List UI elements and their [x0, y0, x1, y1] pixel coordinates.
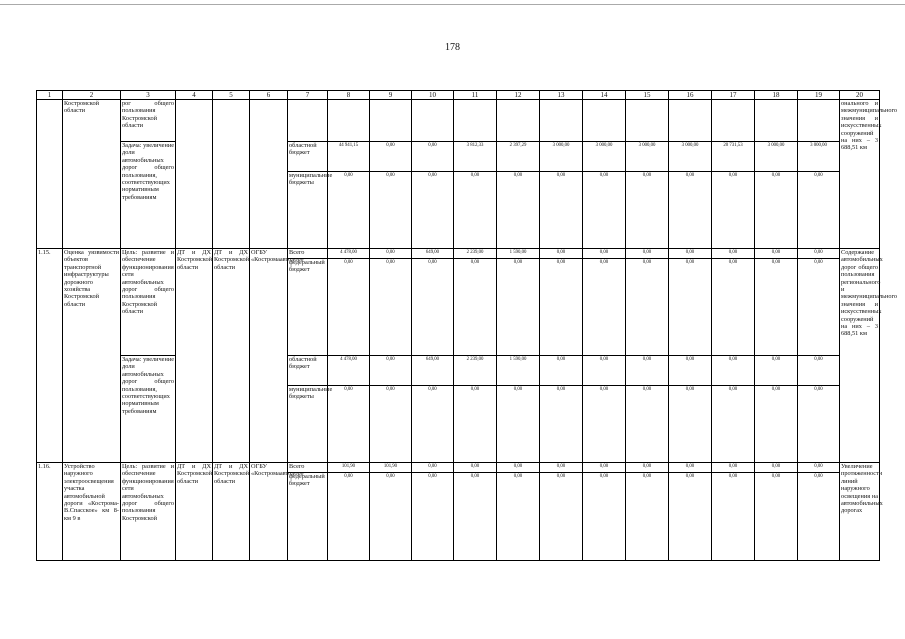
amount-cell: 0,00: [669, 356, 712, 386]
amount-cell: 0,00: [540, 473, 583, 561]
amount-cell: 0,00: [712, 356, 755, 386]
amount-cell: 0,00: [583, 473, 626, 561]
column-number-row: [37, 91, 880, 100]
amount-cell: 0,00: [798, 249, 840, 259]
page-number: 178: [445, 42, 460, 53]
column-number: 5: [213, 91, 250, 100]
amount-cell: 3 000,00: [755, 142, 798, 172]
amount-cell: 0,00: [755, 386, 798, 463]
column-number: 20: [840, 91, 880, 100]
amount-cell: 0,00: [626, 259, 669, 356]
amount-cell: 0,00: [540, 386, 583, 463]
funding-source: муниципальные бюджеты: [288, 172, 328, 249]
amount-cell: 0,00: [669, 172, 712, 249]
goal-text: Цель: развитие и обеспечение функционирования сети автомобильных дорог общего пользования Костромской: [121, 463, 176, 561]
amount-cell: 0,00: [712, 463, 755, 473]
amount-cell: 0,00: [669, 249, 712, 259]
row-id: 1.15.: [37, 249, 63, 463]
source-cell: [288, 100, 328, 142]
amount-cell: 0,00: [497, 259, 540, 356]
amount-cell: 0,00: [583, 259, 626, 356]
amount-cell: 0,00: [497, 172, 540, 249]
amount-cell: 0,00: [328, 172, 370, 249]
amount-cell: 0,00: [412, 463, 454, 473]
funding-source: федеральный бюджет: [288, 259, 328, 356]
amount-cell: 0,00: [626, 473, 669, 561]
customer-cell: ОГБУ «Костромаавтодор»: [250, 249, 288, 463]
amount-cell: 0,00: [454, 172, 497, 249]
amount-cell: 649,00: [412, 356, 454, 386]
column-number: 4: [176, 91, 213, 100]
amount-cell: 0,00: [712, 249, 755, 259]
amount-cell: 0,00: [540, 172, 583, 249]
amount-cell: 0,00: [626, 249, 669, 259]
amount-cell: 0,00: [370, 473, 412, 561]
amount-cell: 0,00: [798, 463, 840, 473]
object-name: Костромской области: [63, 100, 121, 249]
amount-cell: 3 000,00: [583, 142, 626, 172]
table-row: [37, 100, 880, 142]
amount-cell: 0,00: [454, 463, 497, 473]
amount-cell: 3 000,00: [540, 142, 583, 172]
amount-cell: 0,00: [540, 249, 583, 259]
value-cell: [626, 100, 669, 142]
table-body: [37, 91, 898, 561]
customer-cell: ОГБУ «Костромаавтодор»: [250, 463, 288, 561]
amount-cell: 0,00: [497, 386, 540, 463]
amount-cell: 0,00: [669, 259, 712, 356]
amount-cell: 0,00: [412, 473, 454, 561]
amount-cell: 0,00: [454, 259, 497, 356]
value-cell: [497, 100, 540, 142]
value-cell: [798, 100, 840, 142]
amount-cell: 0,00: [755, 356, 798, 386]
amount-cell: 3 000,00: [798, 142, 840, 172]
table-row: [37, 463, 880, 473]
column-number: 13: [540, 91, 583, 100]
amount-cell: 0,00: [454, 386, 497, 463]
amount-cell: 0,00: [370, 356, 412, 386]
result-text: Увеличение протяженности линий наружного освещения на автомобильных дорогах: [840, 463, 880, 561]
amount-cell: 4 478,00: [328, 249, 370, 259]
funding-source: областной бюджет: [288, 142, 328, 172]
customer-cell: [250, 100, 288, 249]
value-cell: [370, 100, 412, 142]
amount-cell: 3 000,00: [626, 142, 669, 172]
coexecutor-cell: [213, 100, 250, 249]
goal-text: Цель: развитие и обеспечение функционирования сети автомобильных дорог общего пользования Костромской области: [121, 249, 176, 356]
amount-cell: 0,00: [540, 259, 583, 356]
amount-cell: 0,00: [454, 473, 497, 561]
amount-cell: 0,00: [370, 249, 412, 259]
column-number: 8: [328, 91, 370, 100]
amount-cell: 0,00: [626, 172, 669, 249]
amount-cell: 0,00: [328, 386, 370, 463]
amount-cell: 101,90: [370, 463, 412, 473]
amount-cell: 2 239,00: [454, 356, 497, 386]
task-text: Задача: увеличение доли автомобильных дорог общего пользования, соответствующих нормативным требованиям: [121, 142, 176, 249]
value-cell: [583, 100, 626, 142]
executor-cell: ДТ и ДХ Костромской области: [176, 249, 213, 463]
object-name: Устройство наружного электроосвещения участка автомобильной дороги «Кострома-В.Спасское» км 8-км 9 в: [63, 463, 121, 561]
amount-cell: 0,00: [497, 473, 540, 561]
column-number: 16: [669, 91, 712, 100]
value-cell: [669, 100, 712, 142]
amount-cell: 0,00: [583, 172, 626, 249]
column-number: 19: [798, 91, 840, 100]
funding-source: областной бюджет: [288, 356, 328, 386]
value-cell: [454, 100, 497, 142]
amount-cell: 0,00: [370, 386, 412, 463]
column-number: 3: [121, 91, 176, 100]
amount-cell: 0,00: [755, 172, 798, 249]
table-row: [37, 142, 880, 172]
amount-cell: 1 590,00: [497, 356, 540, 386]
table-row: [37, 356, 880, 386]
column-number: 10: [412, 91, 454, 100]
amount-cell: 0,00: [798, 473, 840, 561]
amount-cell: 0,00: [669, 463, 712, 473]
amount-cell: 0,00: [540, 356, 583, 386]
amount-cell: 0,00: [626, 463, 669, 473]
amount-cell: 20 731,53: [712, 142, 755, 172]
amount-cell: 0,00: [755, 473, 798, 561]
object-name: Оценка уязвимости объектов транспортной инфраструктуры дорожного хозяйства Костромской области: [63, 249, 121, 463]
amount-cell: 0,00: [712, 473, 755, 561]
amount-cell: 0,00: [328, 259, 370, 356]
amount-cell: 0,00: [712, 386, 755, 463]
column-number: 11: [454, 91, 497, 100]
amount-cell: 0,00: [798, 259, 840, 356]
amount-cell: 0,00: [798, 172, 840, 249]
column-number: 12: [497, 91, 540, 100]
amount-cell: 0,00: [798, 386, 840, 463]
result-text: онального и межмуниципального значения и искусственных сооружений на них – 3 688,51 км: [840, 100, 880, 249]
column-number: 15: [626, 91, 669, 100]
amount-cell: 0,00: [798, 356, 840, 386]
amount-cell: 0,00: [712, 259, 755, 356]
top-rule: [0, 4, 905, 5]
row-id: [37, 100, 63, 249]
value-cell: [712, 100, 755, 142]
amount-cell: 0,00: [412, 172, 454, 249]
amount-cell: 2 239,00: [454, 249, 497, 259]
row-id: 1.16.: [37, 463, 63, 561]
column-number: 6: [250, 91, 288, 100]
column-number: 17: [712, 91, 755, 100]
amount-cell: 0,00: [669, 386, 712, 463]
column-number: 18: [755, 91, 798, 100]
value-cell: [328, 100, 370, 142]
amount-cell: 3 000,00: [669, 142, 712, 172]
budget-table: [36, 90, 898, 561]
column-number: 7: [288, 91, 328, 100]
amount-cell: 0,00: [583, 356, 626, 386]
coexecutor-cell: ДТ и ДХ Костромской области: [213, 463, 250, 561]
amount-cell: 0,00: [412, 386, 454, 463]
amount-cell: 0,00: [540, 463, 583, 473]
executor-cell: ДТ и ДХ Костромской области: [176, 463, 213, 561]
amount-cell: 0,00: [583, 386, 626, 463]
amount-cell: 0,00: [583, 463, 626, 473]
amount-cell: 4 478,00: [328, 356, 370, 386]
column-number: 2: [63, 91, 121, 100]
table-row: [37, 249, 880, 259]
amount-cell: 0,00: [328, 473, 370, 561]
coexecutor-cell: ДТ и ДХ Костромской области: [213, 249, 250, 463]
column-number: 14: [583, 91, 626, 100]
column-number: 1: [37, 91, 63, 100]
funding-source: Всего: [288, 249, 328, 259]
value-cell: [412, 100, 454, 142]
amount-cell: 0,00: [412, 259, 454, 356]
amount-cell: 0,00: [755, 463, 798, 473]
amount-cell: 0,00: [583, 249, 626, 259]
amount-cell: 2 397,29: [497, 142, 540, 172]
amount-cell: 3 812,33: [454, 142, 497, 172]
goal-text: рог общего пользования Костромской области: [121, 100, 176, 142]
task-text: Задача: увеличение доли автомобильных дорог общего пользования, соответствующих нормативным требованиям: [121, 356, 176, 463]
amount-cell: 0,00: [370, 259, 412, 356]
amount-cell: 0,00: [626, 356, 669, 386]
value-cell: [540, 100, 583, 142]
funding-source: Всего: [288, 463, 328, 473]
result-text: Содержание автомобильных дорог общего пользования регионального и межмуниципального значения и искусственных сооружений на них – 3 688,51 км: [840, 249, 880, 463]
amount-cell: 0,00: [712, 172, 755, 249]
amount-cell: 0,00: [669, 473, 712, 561]
amount-cell: 0,00: [626, 386, 669, 463]
amount-cell: 44 941,15: [328, 142, 370, 172]
amount-cell: 0,00: [370, 172, 412, 249]
funding-source: муниципальные бюджеты: [288, 386, 328, 463]
amount-cell: 101,90: [328, 463, 370, 473]
amount-cell: 0,00: [370, 142, 412, 172]
value-cell: [755, 100, 798, 142]
amount-cell: 1 590,00: [497, 249, 540, 259]
amount-cell: 0,00: [755, 249, 798, 259]
amount-cell: 0,00: [755, 259, 798, 356]
amount-cell: 0,00: [497, 463, 540, 473]
amount-cell: 0,00: [412, 142, 454, 172]
funding-source: федеральный бюджет: [288, 473, 328, 561]
executor-cell: [176, 100, 213, 249]
amount-cell: 649,00: [412, 249, 454, 259]
column-number: 9: [370, 91, 412, 100]
